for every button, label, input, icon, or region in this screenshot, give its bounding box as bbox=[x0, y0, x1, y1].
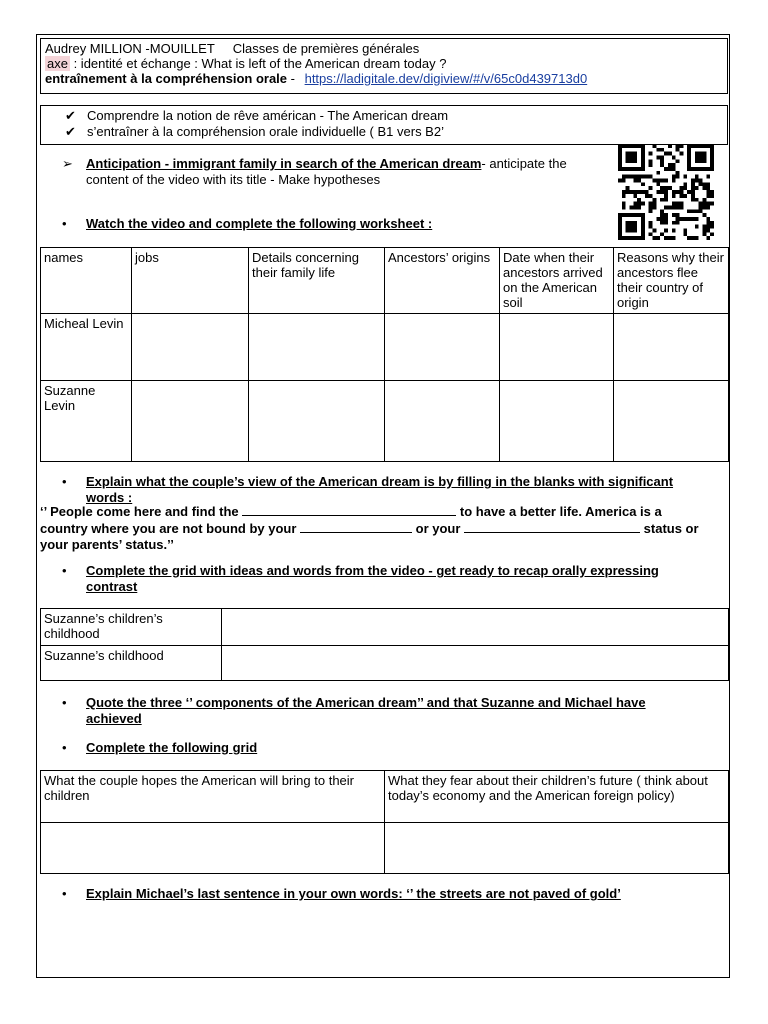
training-separator: - bbox=[287, 71, 299, 86]
answer-cell[interactable] bbox=[249, 381, 385, 462]
quote-line-1: Quote the three ‘’ components of the American dream’’ and that Suzanne and Michael have bbox=[86, 695, 646, 710]
quote-text: country where you are not bound by your bbox=[40, 521, 301, 536]
blank-field[interactable] bbox=[300, 520, 412, 533]
answer-cell[interactable] bbox=[500, 314, 614, 381]
explain-view-instruction bbox=[86, 474, 716, 506]
quote-text: or your bbox=[412, 521, 465, 536]
quote-text: your parents’ status.’’ bbox=[40, 537, 174, 552]
bullet-icon: • bbox=[62, 563, 67, 578]
blank-field[interactable] bbox=[464, 520, 640, 533]
header-line-2 bbox=[45, 56, 723, 71]
bullet-icon: • bbox=[62, 216, 67, 231]
bullet-icon: • bbox=[62, 474, 67, 489]
anticipation-title: immigrant family in search of the American dream bbox=[172, 156, 482, 171]
explain-view-line-2: words : bbox=[86, 490, 133, 505]
objectives-box bbox=[40, 105, 728, 145]
quote-text: status or bbox=[640, 521, 699, 536]
answer-cell[interactable] bbox=[132, 381, 249, 462]
objective-text: s’entraîner à la compréhension orale individuelle ( B1 vers B2’ bbox=[87, 124, 444, 139]
quote-text: ‘’ People come here and find the bbox=[40, 504, 243, 519]
objective-item bbox=[65, 108, 727, 124]
explain-last-instruction: Explain Michael’s last sentence in your own words: ‘’ the streets are not paved of gold’ bbox=[86, 886, 621, 901]
header-cell: Details concerning their family life bbox=[249, 248, 385, 314]
row-label-cell: Suzanne’s children’s childhood bbox=[41, 609, 222, 646]
header-cell: jobs bbox=[132, 248, 249, 314]
quote-text: to have a better life. America is a bbox=[456, 504, 662, 519]
header-cell: Date when their ancestors arrived on the American soil bbox=[500, 248, 614, 314]
video-link[interactable]: https://ladigitale.dev/digiview/#/v/65c0d439713d0 bbox=[304, 71, 588, 86]
answer-cell[interactable] bbox=[385, 823, 729, 874]
anticipation-rest-2: content of the video with its title - Make hypotheses bbox=[86, 172, 381, 187]
bullet-icon: • bbox=[62, 740, 67, 755]
bullet-icon: • bbox=[62, 695, 67, 710]
table-row bbox=[41, 823, 729, 874]
objective-text: Comprendre la notion de rêve américan - The American dream bbox=[87, 108, 449, 123]
row-name-cell: Micheal Levin bbox=[41, 314, 132, 381]
checkmark-icon: ✔ bbox=[65, 124, 76, 139]
table-row bbox=[41, 381, 729, 462]
arrow-bullet-icon: ➢ bbox=[62, 156, 73, 171]
table-header-row bbox=[41, 771, 729, 823]
class-level: Classes de premières générales bbox=[232, 41, 420, 56]
info-table bbox=[40, 247, 729, 462]
answer-cell[interactable] bbox=[385, 314, 500, 381]
header-cell: Reasons why their ancestors flee their country of origin bbox=[614, 248, 729, 314]
table-row bbox=[41, 314, 729, 381]
axe-text: : identité et échange : What is left of the American dream today ? bbox=[69, 56, 447, 71]
answer-cell[interactable] bbox=[500, 381, 614, 462]
answer-cell[interactable] bbox=[614, 381, 729, 462]
complete-grid-line-2: contrast bbox=[86, 579, 138, 594]
childhood-table bbox=[40, 608, 729, 681]
axe-label: axe bbox=[47, 56, 68, 71]
header-cell: What the couple hopes the American will bring to their children bbox=[41, 771, 385, 823]
qr-code-icon bbox=[615, 144, 717, 240]
table-header-row bbox=[41, 248, 729, 314]
row-name-cell: Suzanne Levin bbox=[41, 381, 132, 462]
row-label-cell: Suzanne’s childhood bbox=[41, 646, 222, 681]
answer-cell[interactable] bbox=[614, 314, 729, 381]
header-line-3 bbox=[45, 71, 723, 86]
complete-grid-line-1: Complete the grid with ideas and words from the video - get ready to recap orally expressing bbox=[86, 563, 659, 578]
anticipation-label: Anticipation - bbox=[86, 156, 173, 171]
checkmark-icon: ✔ bbox=[65, 108, 76, 123]
quote-components-instruction bbox=[86, 695, 716, 727]
answer-cell[interactable] bbox=[385, 381, 500, 462]
header-cell: names bbox=[41, 248, 132, 314]
table-row bbox=[41, 609, 729, 646]
training-label: entraînement à la compréhension orale bbox=[45, 71, 288, 86]
header-cell: What they fear about their children’s future ( think about today’s economy and the American foreign policy) bbox=[385, 771, 729, 823]
table-row bbox=[41, 646, 729, 681]
objective-item bbox=[65, 124, 727, 140]
bullet-icon: • bbox=[62, 886, 67, 901]
hopes-fears-table bbox=[40, 770, 729, 874]
answer-cell[interactable] bbox=[222, 609, 729, 646]
answer-cell[interactable] bbox=[249, 314, 385, 381]
quote-line-2: achieved bbox=[86, 711, 142, 726]
answer-cell[interactable] bbox=[41, 823, 385, 874]
anticipation-instruction bbox=[86, 156, 606, 188]
header-line-1 bbox=[45, 41, 723, 56]
header-cell: Ancestors’ origins bbox=[385, 248, 500, 314]
header-box bbox=[40, 38, 728, 94]
answer-cell[interactable] bbox=[222, 646, 729, 681]
answer-cell[interactable] bbox=[132, 314, 249, 381]
watch-instruction: Watch the video and complete the following worksheet : bbox=[86, 216, 433, 231]
fill-in-quote bbox=[40, 503, 726, 553]
explain-view-line-1: Explain what the couple’s view of the American dream is by filling in the blanks with significant bbox=[86, 474, 674, 489]
complete-following-instruction: Complete the following grid bbox=[86, 740, 258, 755]
complete-grid-instruction bbox=[86, 563, 716, 595]
anticipation-rest-1: - anticipate the bbox=[481, 156, 567, 171]
blank-field[interactable] bbox=[242, 503, 456, 516]
author-name: Audrey MILLION -MOUILLET bbox=[45, 41, 215, 56]
